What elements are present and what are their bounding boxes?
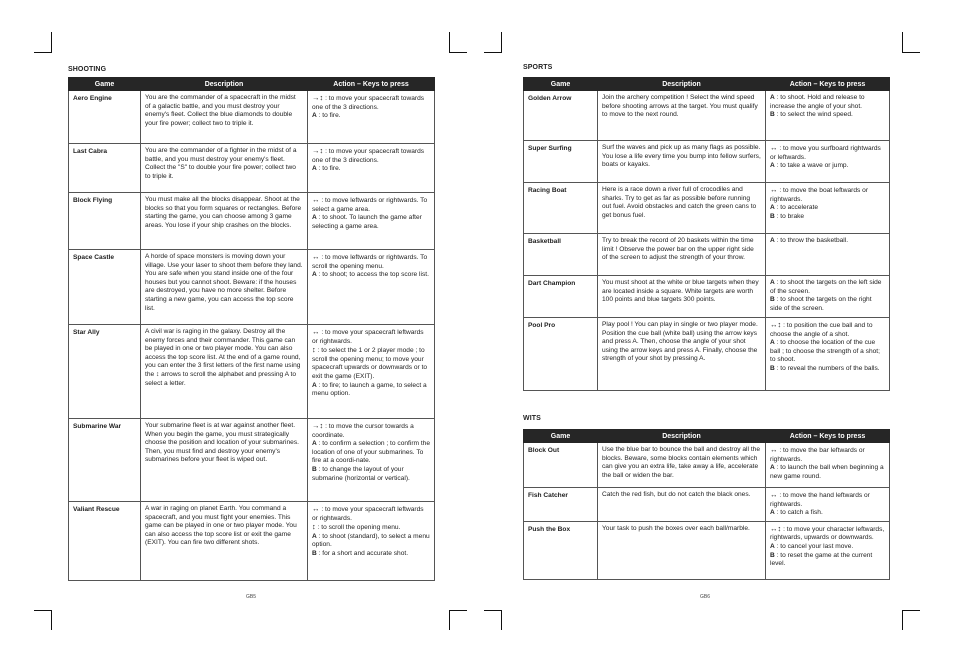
section-title-shooting: SHOOTING [68,66,107,73]
action-line [770,144,885,162]
description-cell: Play pool ! You can play in single or two player mode. Position the cue ball (white ball) using the arrow keys and press A. Then, choose the angle of your shot using the arrow keys and press A. Finally, choose the strength of your shot by pressing A. [598,318,766,391]
action-cell [766,141,890,183]
action-text: : to shoot the targets on the right side of the screen. [770,296,872,312]
action-cell [308,144,435,193]
action-cell [766,91,890,141]
header-action: Action – Keys to press [766,78,890,91]
action-text: : to position the cue ball and to choose the angle of a shot. [770,322,873,338]
description-cell: A civil war is raging in the galaxy. Destroy all the enemy forces and their commander. This game can be played in one or two player mode. You can also access the top score list. At the end of a game round, you can enter the 3 first letters of the first name using the ↕ arrows to scroll the alphabet and pressing A to select a letter. [141,325,308,419]
description-cell: You must shoot at the white or blue targets when they are located inside a square. White targets are worth 100 points and blue targets 300 points. [598,276,766,318]
header-description: Description [598,430,766,443]
header-game: Game [524,78,598,91]
action-cell [766,234,890,276]
table-row [69,502,435,581]
action-line [770,94,885,111]
description-cell: Use the blue bar to bounce the ball and destroy all the blocks. Beware, some blocks contain elements which can give you an extra life, take away a life, accelerate the ball or widen the bar. [598,443,766,488]
table-row [69,325,435,419]
action-line [312,94,430,112]
table-row [524,234,890,276]
key-label: B [312,465,317,473]
key-label: A [312,165,317,173]
action-text: : for a short and accurate shot. [316,549,409,557]
action-text: : to select the wind speed. [774,111,853,119]
arrow-keys-icon: ↔ [312,327,320,336]
description-cell: You are the commander of a spacecraft in the midst of a galactic battle, and you must destroy your enemy's fleet. Collect the blue diamonds to double your fire power; collect two to triple it. [141,91,308,144]
crop-mark [51,32,52,52]
action-text: : to brake [774,212,805,220]
action-text: : to catch a fish. [774,509,823,517]
crop-mark [449,32,450,52]
table-row [69,419,435,502]
action-cell [308,325,435,419]
action-line [770,162,885,171]
action-line [312,271,430,280]
arrow-keys-icon: ↔ [770,143,778,152]
table-header-row [524,78,890,91]
description-cell: You must make all the blocks disappear. Shoot at the blocks so that you form squares or rectangles. Before starting the game, you can choose among 3 game areas. You lose if your ship crashes on the blocks. [141,193,308,250]
action-cell [766,521,890,579]
description-cell: A horde of space monsters is moving down your village. Use your laser to shoot them before they land. You are safe when you stand inside one of the four houses but you cannot shoot. Beware: if the houses are destroyed, you have no more shelter. Before starting a new game, you can access the top score list. [141,250,308,325]
action-text: : to shoot; to access the top score list. [316,271,429,279]
action-text: : to move the hand leftwards or rightwards. [770,492,870,508]
action-text: : to select the 1 or 2 player mode ; to scroll the opening menu; to move your spacecraft upwards or downwards or to exit the game (EXIT). [312,347,428,380]
sports-table [523,77,890,391]
action-cell [766,318,890,391]
action-line [770,296,885,313]
key-label: A [312,532,317,540]
game-name-cell: Star Ally [69,325,141,419]
action-text: : to move leftwards or rightwards. To select a game area. [312,197,428,213]
crop-mark [34,610,52,611]
action-text: : to move you surfboard rightwards or leftwards. [770,145,881,161]
action-text: : to shoot the targets on the left side of the screen. [770,279,882,295]
table-row [69,144,435,193]
key-label: A [770,464,775,472]
table-row [524,276,890,318]
action-cell [308,419,435,502]
action-text: : to throw the basketball. [774,237,849,244]
action-line [770,365,885,374]
arrow-keys-icon: ↕ [312,522,316,532]
game-name-cell: Push the Box [524,521,598,579]
action-text: : to move the bar leftwards or rightwards. [770,447,865,463]
crop-mark [902,610,903,630]
action-text: : to launch the ball when beginning a new game round. [770,464,884,480]
action-cell [766,276,890,318]
arrow-keys-icon: ↔ [312,504,320,513]
game-name-cell: Basketball [524,234,598,276]
description-cell: A war in raging on planet Earth. You command a spacecraft, and you must fight your enemies. This game can be played in one or two player mode. You can also access the top score list or exit the game (EXIT). You can fire two different shots. [141,502,308,581]
crop-mark [34,52,52,53]
action-line [770,509,885,518]
action-cell [766,443,890,488]
action-text: : to fire; to launch a game, to select a menu option. [312,381,427,398]
table-row [69,91,435,144]
action-cell [308,193,435,250]
action-line [312,165,430,174]
key-label: B [770,296,775,304]
action-cell [766,183,890,234]
action-line [312,422,430,440]
action-text: : to move your spacecraft leftwards or rightwards. [312,506,424,522]
header-action: Action – Keys to press [308,78,435,91]
table-row [69,250,435,325]
table-row [69,193,435,250]
action-text: : to take a wave or jump. [774,162,849,170]
crop-mark [449,52,467,53]
action-line [770,491,885,509]
crop-mark [902,610,920,611]
game-name-cell: Last Cabra [69,144,141,193]
crop-mark [51,610,52,630]
key-label: A [312,112,317,120]
key-label: B [312,549,317,557]
header-description: Description [598,78,766,91]
description-cell: Your task to push the boxes over each ball/marble. [598,521,766,579]
action-line [312,147,430,165]
action-text: : to cancel your last move. [774,542,854,550]
wits-table [523,429,890,580]
arrow-keys-icon: ↔↕ [770,320,782,329]
description-cell: Here is a race down a river full of crocodiles and sharks. Try to get as far as possible before running out fuel. Avoid obstacles and catch the green cans to get bonus fuel. [598,183,766,234]
action-line [770,525,885,543]
key-label: A [770,279,775,286]
game-name-cell: Super Surfing [524,141,598,183]
action-line [770,446,885,464]
description-cell: Catch the red fish, but do not catch the black ones. [598,488,766,522]
table-row [524,91,890,141]
action-line [312,214,430,231]
game-name-cell: Racing Boat [524,183,598,234]
arrow-keys-icon: ↕ [312,345,316,355]
shooting-table [68,77,435,581]
action-text: : to shoot. Hold and release to increase the angle of your shot. [770,94,865,110]
key-label: A [312,214,317,222]
action-line [312,196,430,214]
action-text: : to choose the location of the cue ball ; to choose the strength of a shot; to shoot. [770,339,880,364]
action-text: : to shoot (standard), to select a menu option. [312,532,430,549]
game-name-cell: Space Castle [69,250,141,325]
key-label: A [312,381,317,389]
action-line [312,505,430,523]
header-game: Game [69,78,141,91]
action-text: : to fire. [316,165,341,173]
action-line [312,382,430,399]
arrow-keys-icon: ↔ [770,445,778,454]
game-name-cell: Dart Champion [524,276,598,318]
action-text: : to fire. [316,112,341,120]
action-line [770,204,885,213]
table-row [524,521,890,579]
crop-mark [501,32,502,52]
table-row [524,318,890,391]
table-row [524,488,890,522]
arrow-keys-icon: ↔ [312,252,320,261]
action-text: : to change the layout of your submarine (horizontal or vertical). [312,465,410,482]
game-name-cell: Block Flying [69,193,141,250]
key-label: A [770,339,775,347]
crop-mark [449,610,467,611]
key-label: B [770,111,775,119]
crop-mark [449,610,450,630]
key-label: B [770,364,775,372]
action-line [770,339,885,365]
table-row [524,183,890,234]
key-label: B [770,212,775,220]
table-header-row [69,78,435,91]
header-game: Game [524,430,598,443]
action-line [312,346,430,381]
action-line [770,213,885,222]
description-cell: Your submarine fleet is at war against another fleet. When you begin the game, you must strategically choose the position and location of your submarines. Then, you must find and destroy your enemy's submarines before your fleet is wiped out. [141,419,308,502]
header-action: Action – Keys to press [766,430,890,443]
game-name-cell: Pool Pro [524,318,598,391]
game-name-cell: Golden Arrow [524,91,598,141]
action-text: : to move your spacecraft leftwards or rightwards. [312,329,424,345]
key-label: A [770,204,775,212]
action-text: : to move leftwards or rightwards. To scroll the opening menu. [312,254,428,270]
section-title-sports: SPORTS [523,64,553,71]
action-line [770,464,885,481]
action-text: : to confirm a selection ; to confirm the location of one of your submarines. To fire at a coordi-nate. [312,440,431,465]
action-text: : to move the cursor towards a coordinate. [312,423,414,439]
action-cell [766,488,890,522]
key-label: A [770,162,775,170]
action-line [770,279,885,296]
table-row [524,141,890,183]
page-folio-right: GB6 [700,594,711,600]
description-cell: Surf the waves and pick up as many flags as possible. You lose a life every time you bump into fellow surfers, boats or kayaks. [598,141,766,183]
game-name-cell: Valiant Rescue [69,502,141,581]
description-cell: Join the archery competition ! Select the wind speed before shooting arrows at the target. You must qualify to move to the next round. [598,91,766,141]
action-line [770,543,885,552]
key-label: A [770,94,775,101]
key-label: A [770,542,775,550]
table-header-row [524,430,890,443]
arrow-keys-icon: →↕ [312,421,324,430]
table-row [524,443,890,488]
action-line [770,321,885,339]
arrow-keys-icon: →↕ [312,146,324,155]
key-label: A [770,509,775,517]
key-label: A [770,237,775,244]
action-line [312,550,430,559]
action-text: : to move your character leftwards, rightwards, upwards or downwards. [770,525,885,542]
action-text: : to shoot. To launch the game after selecting a game area. [312,214,422,230]
action-line [770,186,885,204]
crop-mark [484,610,502,611]
game-name-cell: Block Out [524,443,598,488]
game-name-cell: Submarine War [69,419,141,502]
key-label: A [312,440,317,448]
action-text: : to scroll the opening menu. [315,524,401,532]
crop-mark [484,52,502,53]
section-title-wits: WITS [523,415,541,422]
action-line [312,466,430,483]
action-text: : to move your spacecraft towards one of the 3 directions. [312,148,425,164]
action-text: : to move your spacecraft towards one of the 3 directions. [312,95,425,111]
game-name-cell: Fish Catcher [524,488,598,522]
action-text: : to reset the game at the current level. [770,551,873,568]
crop-mark [501,610,502,630]
action-cell [308,91,435,144]
action-text: : to reveal the numbers of the balls. [774,364,880,372]
action-line [770,111,885,120]
action-line [312,440,430,466]
action-line [312,253,430,271]
arrow-keys-icon: ↔ [312,195,320,204]
game-name-cell: Aero Engine [69,91,141,144]
page-folio-left: GB5 [246,594,257,600]
crop-mark [902,52,920,53]
action-line [312,328,430,346]
arrow-keys-icon: ↔↕ [770,523,782,533]
header-description: Description [141,78,308,91]
description-cell: You are the commander of a fighter in the midst of a battle, and you must destroy your enemy's fleet. Collect the "S" to double your fire power; collect two to triple it. [141,144,308,193]
key-label: B [770,551,775,559]
action-line [770,552,885,569]
action-line [312,112,430,121]
description-cell: Try to break the record of 20 baskets within the time limit ! Observe the power bar on the upper right side of the screen to adjust the strength of your throw. [598,234,766,276]
arrow-keys-icon: →↕ [312,93,324,102]
action-cell [308,502,435,581]
action-line [770,237,885,246]
arrow-keys-icon: ↔ [770,185,778,194]
crop-mark [902,32,903,52]
action-line [312,523,430,533]
action-text: : to move the boat leftwards or rightwards. [770,187,869,203]
arrow-keys-icon: ↔ [770,490,778,499]
key-label: A [312,271,317,279]
action-text: : to accelerate [774,204,819,212]
action-line [312,533,430,550]
action-cell [308,250,435,325]
